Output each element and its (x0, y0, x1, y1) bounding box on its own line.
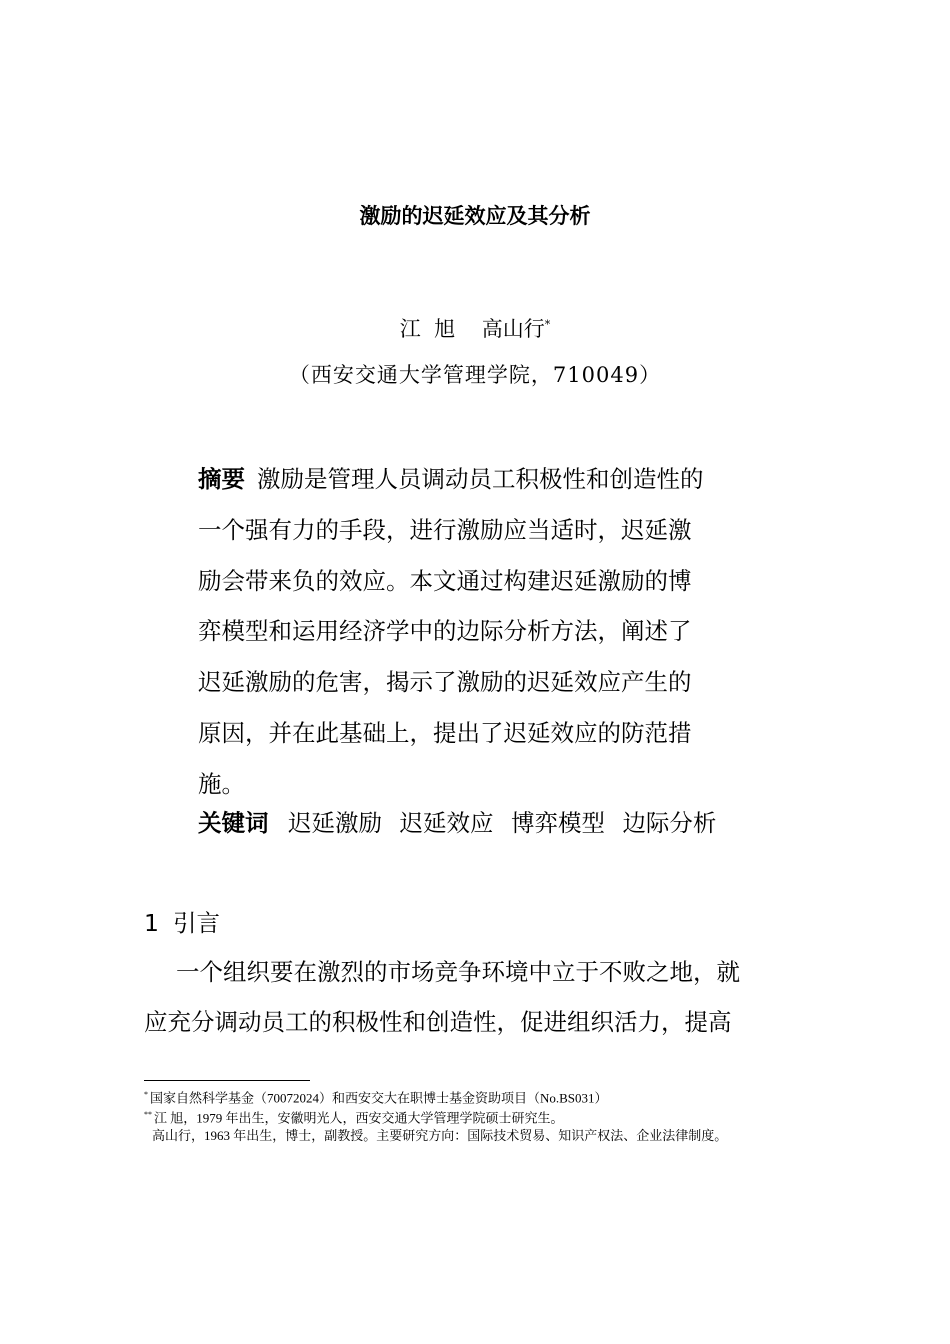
abstract-line: 原因，并在此基础上，提出了迟延效应的防范措 (198, 718, 692, 747)
body-line: 一个组织要在激烈的市场竞争环境中立于不败之地，就 (176, 958, 740, 986)
keyword: 迟延效应 (399, 809, 494, 837)
footnote-mark: * (144, 1090, 148, 1099)
keyword: 边际分析 (622, 809, 717, 837)
footnote: ** 江 旭，1979 年出生，安徽明光人，西安交通大学管理学院硕士研究生。 (144, 1110, 564, 1126)
paper-title: 激励的迟延效应及其分析 (359, 204, 591, 228)
abstract-label: 摘要 (198, 465, 245, 493)
abstract-line: 施。 (198, 769, 245, 798)
footnotes (144, 1086, 824, 1144)
footnote: * 国家自然科学基金（70072024）和西安交大在职博士基金资助项目（No.BS031） (144, 1090, 608, 1106)
footnote: 高山行，1963 年出生，博士，副教授。主要研究方向：国际技术贸易、知识产权法、企业法律制度。 (152, 1127, 728, 1143)
footnote-mark: ** (144, 1110, 152, 1120)
keyword: 迟延激励 (287, 809, 382, 837)
abstract-line: 迟延激励的危害，揭示了激励的迟延效应产生的 (198, 668, 692, 697)
body-paragraph (144, 947, 814, 1047)
author-footnote-mark: * (544, 318, 551, 331)
section-title: 引言 (172, 909, 220, 937)
abstract-line: 弈模型和运用经济学中的边际分析方法，阐述了 (198, 617, 692, 646)
abstract-line: 一个强有力的手段，进行激励应当适时，迟延激 (198, 515, 692, 544)
abstract (198, 454, 758, 810)
footnote-rule (144, 1080, 310, 1081)
affiliation: （西安交通大学管理学院，710049） (288, 363, 662, 387)
body-line: 应充分调动员工的积极性和创造性，促进组织活力，提高 (144, 1008, 732, 1036)
author-line (0, 308, 950, 346)
section-heading (144, 898, 220, 948)
keywords (198, 798, 798, 848)
keywords-label: 关键词 (198, 809, 269, 837)
author-names: 江 旭 高山行 (399, 317, 545, 341)
abstract-line: 摘要 激励是管理人员调动员工积极性和创造性的 (198, 465, 704, 493)
section-number: 1 (144, 909, 159, 937)
keyword: 博弈模型 (510, 809, 605, 837)
abstract-line: 励会带来负的效应。本文通过构建迟延激励的博 (198, 566, 692, 595)
